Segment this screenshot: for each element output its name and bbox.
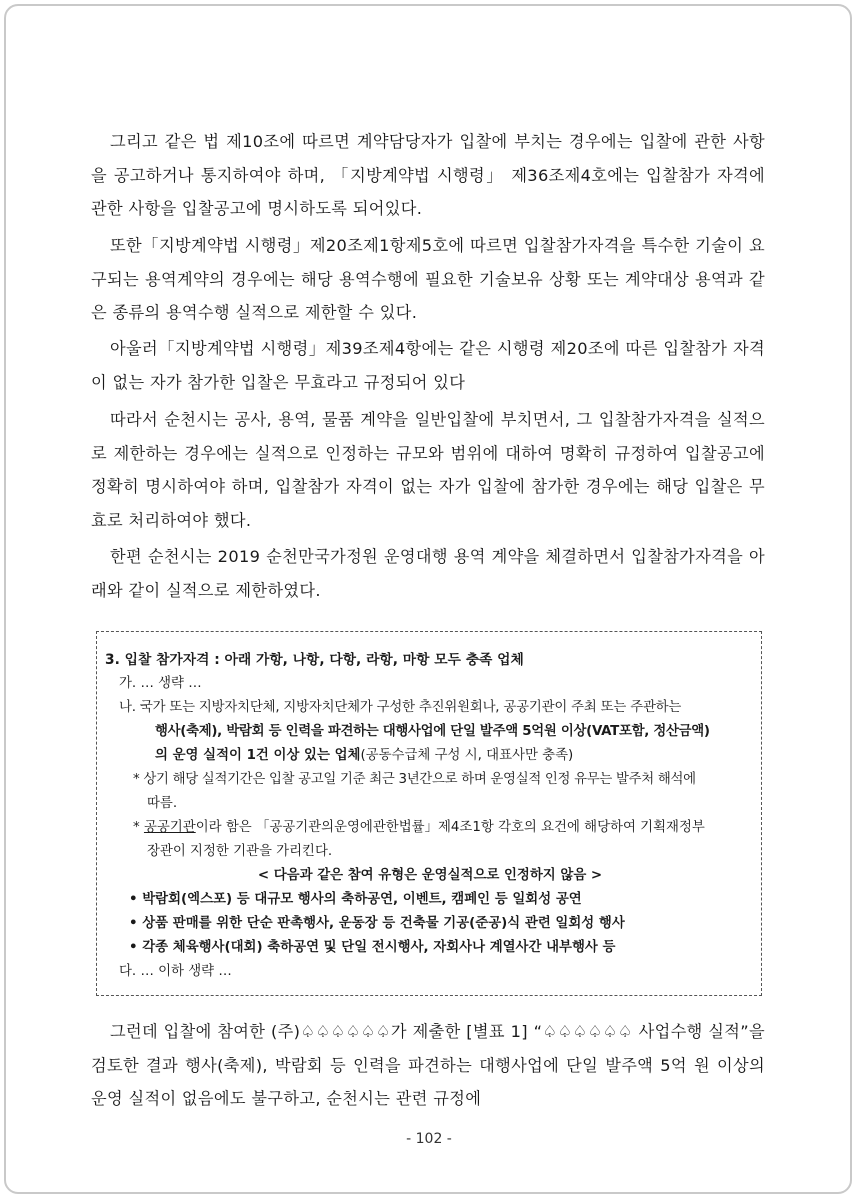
box-title: 3. 입찰 참가자격 : 아래 가항, 나항, 다항, 라항, 마항 모두 충족 업체: [105, 652, 524, 668]
item-na-bold-2: 의 운영 실적이 1건 이상 있는 업체: [155, 748, 361, 763]
paragraph-4: 따라서 순천시는 공사, 용역, 물품 계약을 일반입찰에 부치면서, 그 입찰참가자격을 실적으로 제한하는 경우에는 실적으로 인정하는 규모와 범위에 대하여 명확히 규정하여 입찰공고에 정확히 명시하여야 하며, 입찰참가 자격이 없는 자가 입찰에 참가한 경우에는 해당 입찰은 무효로 처리하여야 했다.: [91, 410, 765, 530]
qualification-box: [96, 631, 762, 996]
item-na: 나. 국가 또는 지방자치단체, 지방자치단체가 구성한 추진위원회나, 공공기관이 주최 또는 주관하는: [119, 700, 682, 715]
paragraph-6: 그런데 입찰에 참여한 (주)♤♤♤♤♤♤가 제출한 [별표 1] “♤♤♤♤♤♤ 사업수행 실적”을 검토한 결과 행사(축제), 박람회 등 인력을 파견하는 대행사업에 단일 발주액 5억 원 이상의 운영 실적이 없음에도 불구하고, 순천시는 관련 규정에: [91, 1022, 765, 1109]
note-2-term: 공공기관: [143, 820, 196, 835]
exclusion-bullet-3: • 각종 체육행사(대회) 축하공연 및 단일 전시행사, 자회사나 계열사간 내부행사 등: [129, 940, 616, 955]
item-na-tail: (공동수급체 구성 시, 대표사만 충족): [360, 748, 574, 763]
paragraph-2: 또한「지방계약법 시행령」제20조제1항제5호에 따르면 입찰참가자격을 특수한 기술이 요구되는 용역계약의 경우에는 해당 용역수행에 필요한 기술보유 상황 또는 계약대상 용역과 같은 종류의 용역수행 실적으로 제한할 수 있다.: [91, 236, 765, 323]
item-ga: 가. … 생략 …: [119, 676, 202, 691]
paragraph-3: 아울러「지방계약법 시행령」제39조제4항에는 같은 시행령 제20조에 따른 입찰참가 자격이 없는 자가 참가한 입찰은 무효라고 규정되어 있다: [91, 339, 765, 392]
note-1: * 상기 해당 실적기간은 입찰 공고일 기준 최근 3년간으로 하며 운영실적 인정 유무는 발주처 해석에: [133, 772, 696, 787]
exclusion-heading: < 다음과 같은 참여 유형은 운영실적으로 인정하지 않음 >: [257, 868, 603, 883]
item-na-bold-1: 행사(축제), 박람회 등 인력을 파견하는 대행사업에 단일 발주액 5억원 이상(VAT포함, 정산금액): [155, 724, 710, 739]
exclusion-bullet-1: • 박람회(엑스포) 등 대규모 행사의 축하공연, 이벤트, 캠페인 등 일회성 공연: [129, 892, 582, 907]
note-2-cont: 장관이 지정한 기관을 가리킨다.: [147, 844, 333, 859]
note-2: [105, 816, 755, 840]
note-2-text: 이라 함은 「공공기관의운영에관한법률」제4조1항 각호의 요건에 해당하여 기획재정부: [195, 820, 705, 835]
paragraph-5: 한편 순천시는 2019 순천만국가정원 운영대행 용역 계약을 체결하면서 입찰참가자격을 아래와 같이 실적으로 제한하였다.: [91, 547, 765, 600]
exclusion-bullet-2: • 상품 판매를 위한 단순 판촉행사, 운동장 등 건축물 기공(준공)식 관련 일회성 행사: [129, 916, 625, 931]
note-2-star: *: [133, 820, 144, 835]
paragraph-1: 그리고 같은 법 제10조에 따르면 계약담당자가 입찰에 부치는 경우에는 입찰에 관한 사항을 공고하거나 통지하여야 하며, 「지방계약법 시행령」 제36조제4호에는 입찰참가 자격에 관한 사항을 입찰공고에 명시하도록 되어있다.: [91, 132, 765, 219]
item-na-line-3: [105, 744, 755, 768]
item-da: 다. … 이하 생략 …: [119, 964, 232, 979]
page-number: - 102 -: [406, 1131, 452, 1147]
note-1-cont: 따름.: [147, 796, 178, 811]
